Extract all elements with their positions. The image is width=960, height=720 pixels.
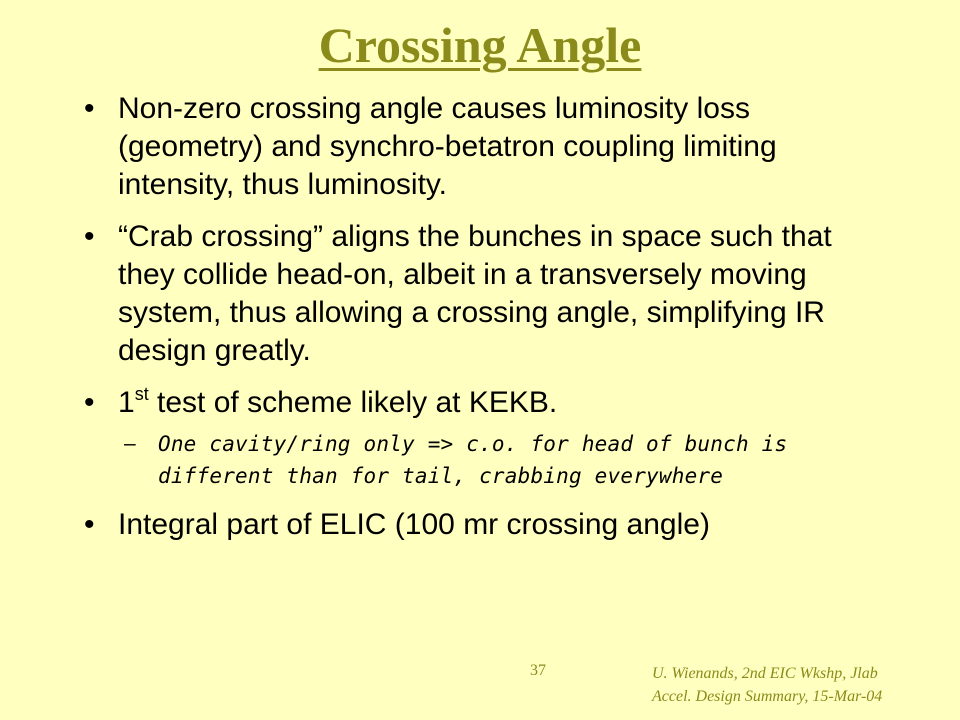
bullet-item: [84, 90, 884, 204]
bullet-item: [84, 506, 884, 544]
sub-bullet-list: [118, 428, 884, 492]
bullet-dot-icon: •: [84, 92, 95, 125]
credit-line: U. Wienands, 2nd EIC Wkshp, Jlab: [652, 665, 878, 682]
sub-bullet-text: One cavity/ring only => c.o. for head of bunch is different than for tail, crabbing everywhere: [158, 432, 788, 488]
bullet-dot-icon: •: [84, 386, 95, 419]
slide-title: Crossing Angle: [318, 17, 642, 73]
bullet-text: Integral part of ELIC (100 mr crossing angle): [118, 508, 710, 541]
credit-line: Accel. Design Summary, 15-Mar-04: [652, 688, 883, 705]
bullet-dot-icon: •: [84, 508, 95, 541]
bullet-text: test of scheme likely at KEKB.: [148, 386, 558, 419]
ordinal-superscript: st: [134, 384, 149, 404]
bullet-prefix: 1: [118, 386, 135, 419]
dash-icon: –: [124, 432, 136, 455]
bullet-dot-icon: •: [84, 220, 95, 253]
bullet-list: [84, 90, 884, 558]
bullet-text: “Crab crossing” aligns the bunches in space such that they collide head-on, albeit in a transversely moving system, thus allowing a crossing angle, simplifying IR design greatly.: [118, 220, 832, 367]
bullet-text: Non-zero crossing angle causes luminosity loss (geometry) and synchro-betatron coupling limiting intensity, thus luminosity.: [118, 92, 777, 201]
bullet-item: [84, 384, 884, 492]
page-number: 37: [530, 662, 546, 679]
footer-credit: [652, 662, 922, 708]
bullet-item: [84, 218, 884, 370]
sub-bullet-item: [118, 428, 884, 492]
